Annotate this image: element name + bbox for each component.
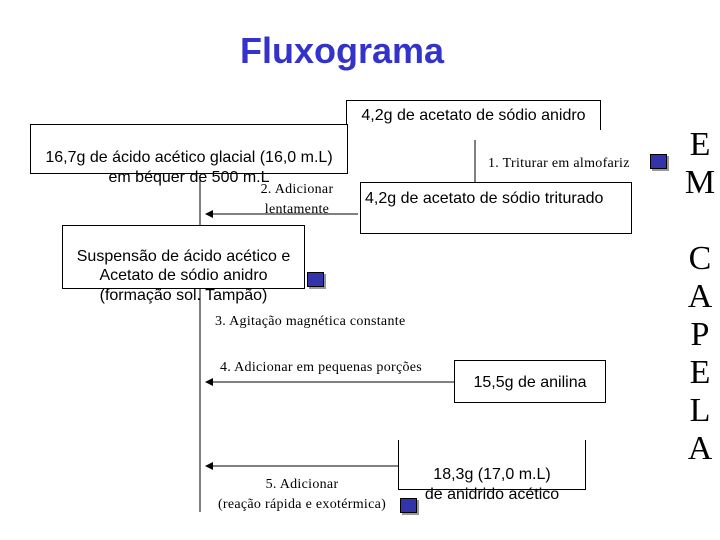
marker-square-icon <box>400 498 417 513</box>
acetic-anhydride-box <box>398 440 586 503</box>
side-label-em: E M <box>684 126 716 201</box>
page-title: Fluxograma <box>239 30 445 71</box>
sodium-acetate-ground-box <box>360 182 632 234</box>
sodium-acetate-anhydrous-box <box>346 100 601 130</box>
marker-square-icon <box>650 154 667 169</box>
marker-square-icon <box>307 272 324 287</box>
acetic-acid-box <box>30 124 348 186</box>
acetic-anhydride-label: 18,3g (17,0 m.L) de anidrido acético <box>424 466 560 503</box>
suspension-label: Suspensão de ácido acético e Acetato de sódio anidro (formação sol. Tampão) <box>76 247 291 304</box>
suspension-box <box>62 225 305 304</box>
sodium-acetate-anhydrous-label: 4,2g de acetato de sódio anidro <box>361 107 586 124</box>
sodium-acetate-ground-label: 4,2g de acetato de sódio triturado <box>365 190 604 207</box>
step-3-label: 3. Agitação magnética constante <box>215 314 406 329</box>
step-2-label: 2. Adicionar lentamente <box>260 182 334 218</box>
side-label-capela: C A P E L A <box>687 240 713 467</box>
step-4-label: 4. Adicionar em pequenas porções <box>220 360 423 375</box>
acetic-acid-label: 16,7g de ácido acético glacial (16,0 m.L) em béquer de 500 m.L <box>45 149 333 186</box>
step-1-label: 1. Triturar em almofariz <box>488 156 630 171</box>
aniline-box <box>454 360 606 403</box>
aniline-label: 15,5g de anilina <box>473 374 587 391</box>
step-5-label: 5. Adicionar (reação rápida e exotérmica) <box>217 477 387 513</box>
